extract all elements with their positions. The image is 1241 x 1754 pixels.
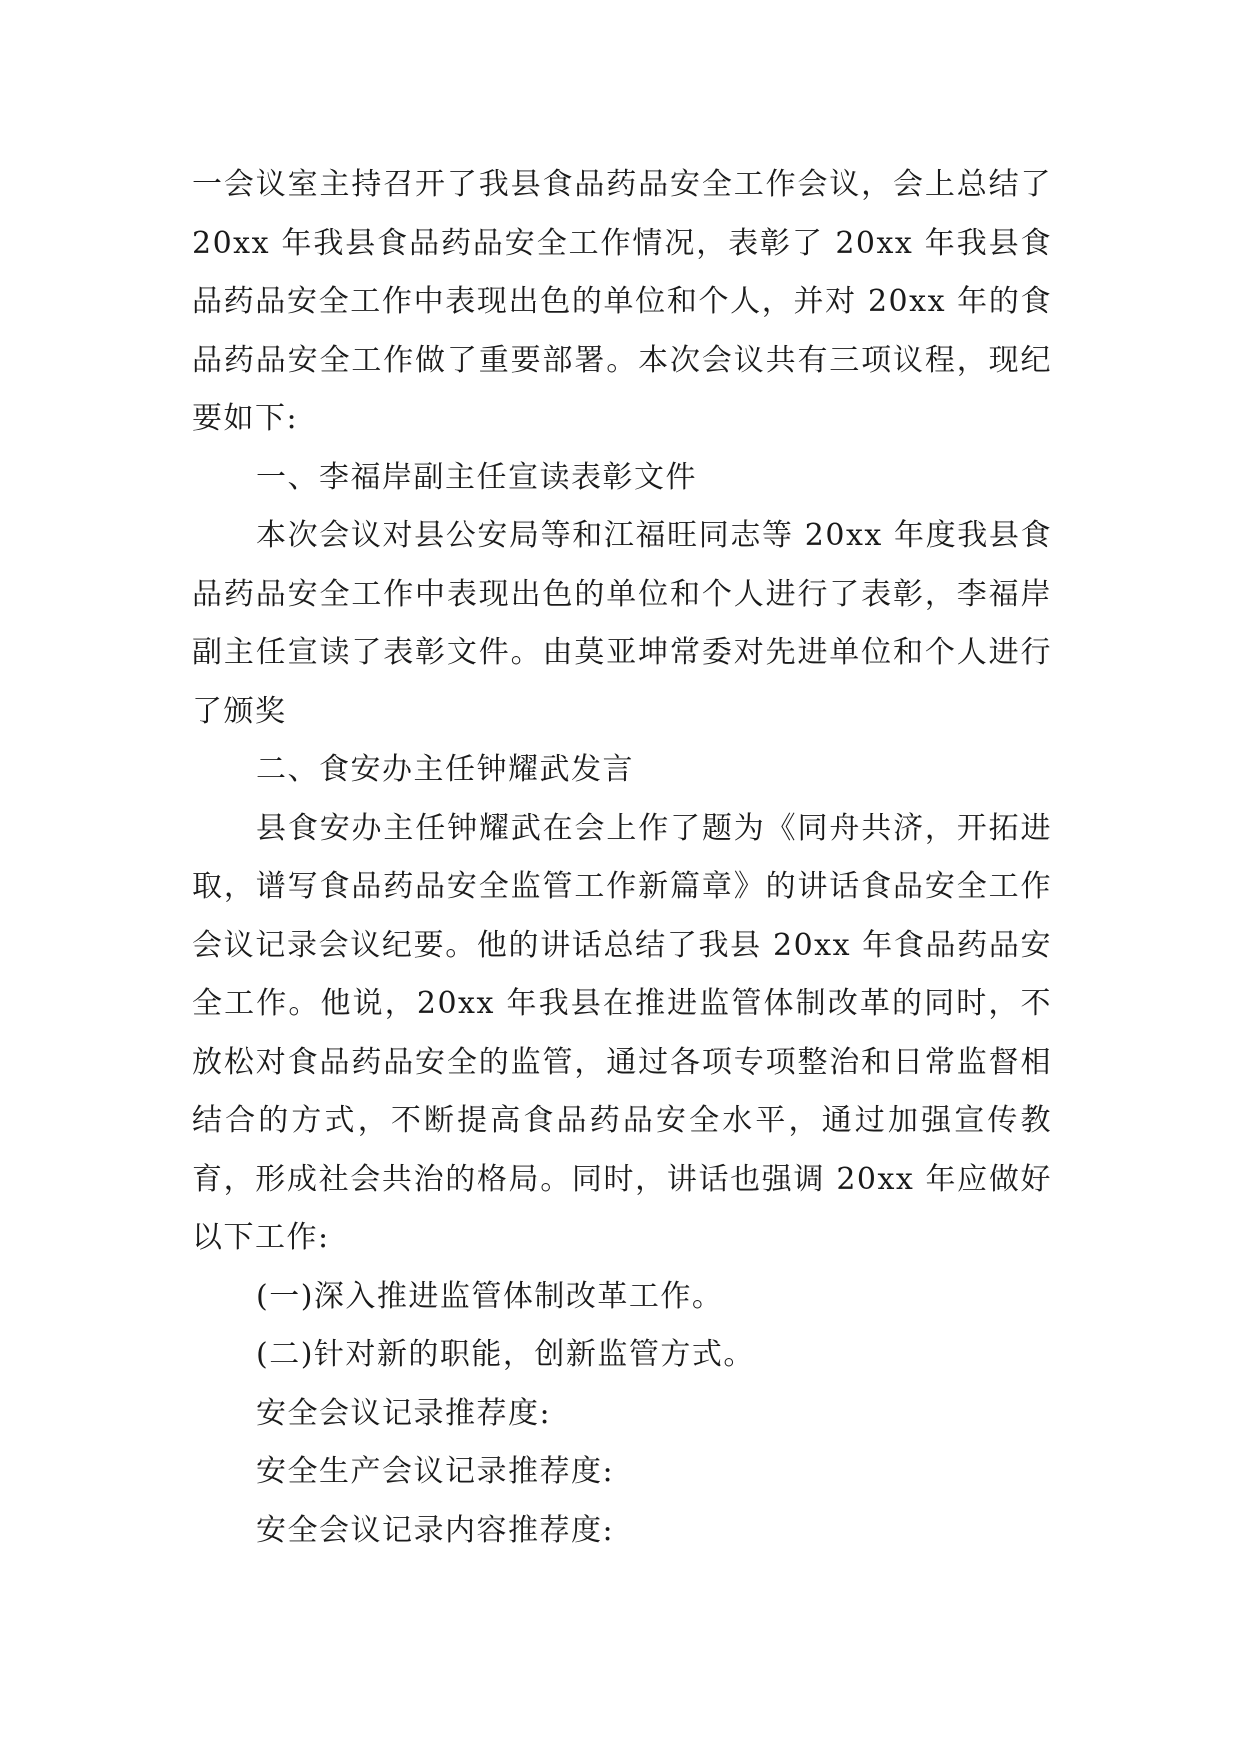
document-body (192, 156, 1052, 1560)
agenda-item-2-heading: 二、食安办主任钟耀武发言 (256, 752, 634, 787)
task-item-2: (二)针对新的职能，创新监管方式。 (256, 1337, 755, 1372)
recommendation-line-2: 安全生产会议记录推荐度: (256, 1454, 615, 1489)
recommendation-line-1: 安全会议记录推荐度: (256, 1395, 552, 1431)
task-item-1: (一)深入推进监管体制改革工作。 (256, 1278, 724, 1314)
agenda-item-1-body: 本次会议对县公安局等和江福旺同志等 20xx 年度我县食品药品安全工作中表现出色的单位和个人进行了表彰，李福岸副主任宣读了表彰文件。由莫亚坤常委对先进单位和个人进行了颁奖 (192, 518, 1052, 729)
recommendation-line-3: 安全会议记录内容推荐度: (256, 1512, 615, 1548)
agenda-item-1-heading: 一、李福岸副主任宣读表彰文件 (256, 459, 697, 495)
agenda-item-2-body: 县食安办主任钟耀武在会上作了题为《同舟共济，开拓进取，谱写食品药品安全监管工作新篇章》的讲话食品安全工作会议记录会议纪要。他的讲话总结了我县 20xx 年食品药品安全工作。他说，20xx 年我县在推进监管体制改革的同时，不放松对食品药品安全的监管，通过各项专项整治和日常监督相结合的方式，不断提高食品药品安全水平，通过加强宣传教育，形成社会共治的格局。同时，讲话也强调 20xx 年应做好以下工作: (192, 810, 1052, 1255)
intro-paragraph: 一会议室主持召开了我县食品药品安全工作会议，会上总结了 20xx 年我县食品药品安全工作情况，表彰了 20xx 年我县食品药品安全工作中表现出色的单位和个人，并对 20xx 年的食品药品安全工作做了重要部署。本次会议共有三项议程，现纪要如下: (192, 167, 1052, 436)
